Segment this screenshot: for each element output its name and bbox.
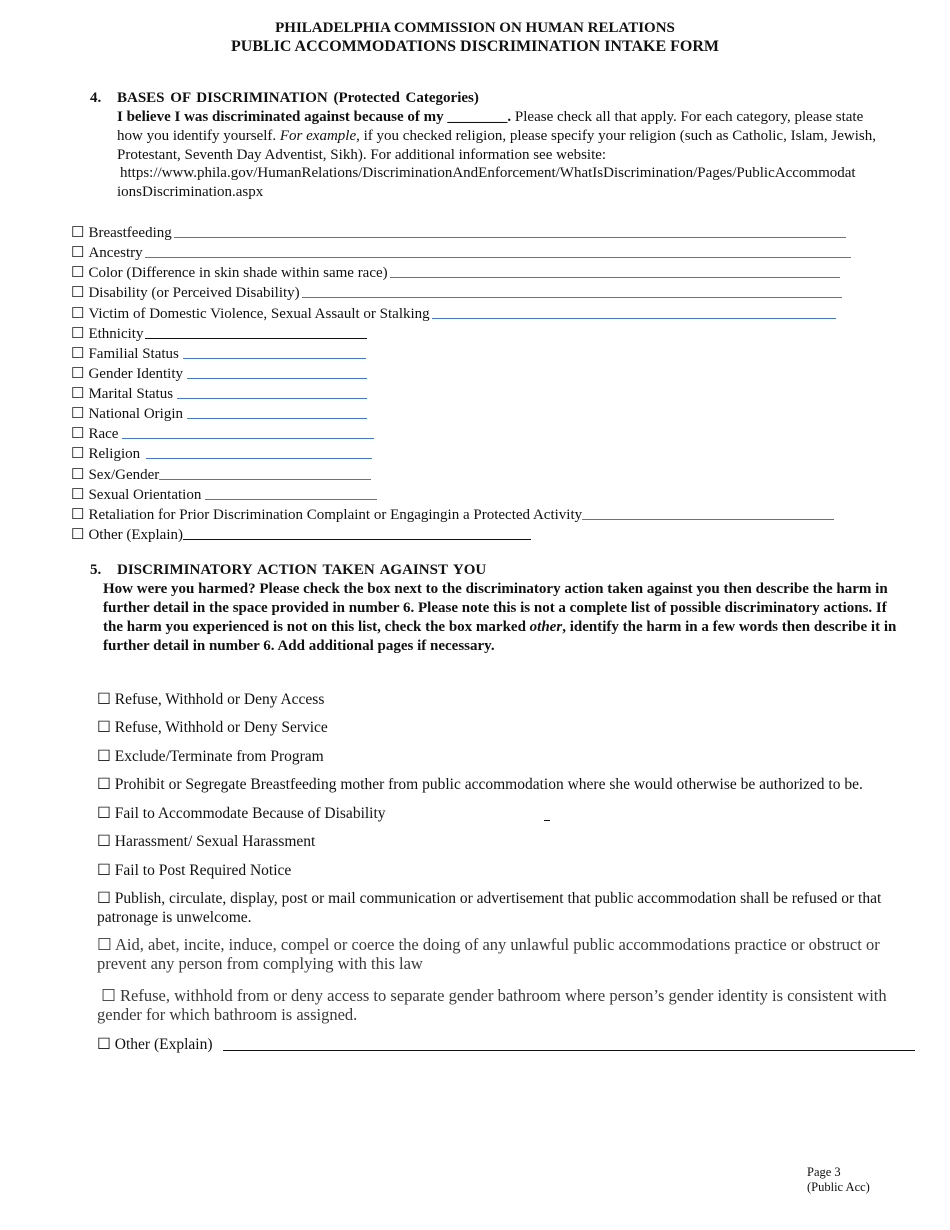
category-national-origin — [71, 403, 367, 423]
answer-line[interactable] — [187, 418, 367, 419]
page-number: Page 3 — [807, 1165, 841, 1179]
action-label: Exclude/Terminate from Program — [114, 748, 324, 765]
category-label: National Origin — [88, 406, 184, 422]
checkbox[interactable]: ☐ — [97, 691, 111, 708]
section-5-title: DISCRIMINATORY ACTION TAKEN AGAINST YOU — [117, 562, 487, 578]
intro-text-2: , if you checked religion, please specify your religion (such as Catholic, Islam, Jewish, Protestant, Seventh Day Adventist, Sikh). For additional information see website: — [117, 128, 876, 163]
answer-line[interactable] — [390, 277, 840, 278]
category-label: Other (Explain) — [88, 527, 184, 543]
checkbox[interactable]: ☐ — [71, 487, 85, 503]
action-aid-abet — [97, 935, 919, 973]
checkbox[interactable]: ☐ — [97, 833, 111, 850]
category-label: Gender Identity — [88, 366, 184, 382]
section-4-instructions — [117, 108, 887, 165]
answer-line[interactable] — [432, 318, 836, 319]
category-label: Ethnicity — [88, 326, 144, 342]
checkbox[interactable]: ☐ — [71, 527, 85, 543]
category-label: Sex/Gender — [88, 467, 160, 483]
category-label: Victim of Domestic Violence, Sexual Assault or Stalking — [88, 306, 430, 322]
intro-example: For example — [279, 128, 357, 144]
category-gender-identity — [71, 363, 367, 383]
category-label: Sexual Orientation — [88, 487, 202, 503]
category-breastfeeding — [71, 222, 846, 242]
action-other — [97, 1035, 212, 1054]
category-retaliation — [71, 504, 834, 524]
checkbox[interactable]: ☐ — [71, 426, 85, 442]
answer-line[interactable] — [183, 539, 531, 540]
action-label: Prohibit or Segregate Breastfeeding mother from public accommodation where she would otherwise be authorized to be. — [114, 776, 863, 793]
checkbox[interactable]: ☐ — [101, 986, 116, 1005]
answer-line[interactable] — [205, 499, 377, 500]
category-label: Disability (or Perceived Disability) — [88, 285, 300, 301]
category-race — [71, 423, 374, 443]
action-disability — [97, 804, 386, 823]
category-label: Retaliation for Prior Discrimination Complaint or Engagingin a Protected Activity — [88, 507, 583, 523]
answer-line[interactable] — [183, 358, 366, 359]
desc-other: other — [529, 619, 563, 635]
action-label: Fail to Accommodate Because of Disability — [114, 805, 386, 822]
action-label: Other (Explain) — [114, 1036, 213, 1053]
answer-line[interactable] — [122, 438, 374, 439]
intro-statement: I believe I was discriminated against because of my ________. — [117, 109, 512, 125]
form-title: PUBLIC ACCOMMODATIONS DISCRIMINATION INTAKE FORM — [230, 38, 720, 55]
checkbox[interactable]: ☐ — [71, 467, 85, 483]
answer-line[interactable] — [302, 297, 842, 298]
category-ethnicity — [71, 323, 367, 343]
answer-line[interactable] — [187, 378, 367, 379]
action-notice — [97, 861, 291, 880]
category-other — [71, 524, 531, 544]
action-deny-service — [97, 718, 328, 737]
category-religion — [71, 443, 372, 463]
action-harassment — [97, 832, 315, 851]
action-label: Aid, abet, incite, induce, compel or coerce the doing of any unlawful public accommodations practice or obstruct or prevent any person from complying with this law — [97, 935, 880, 973]
checkbox[interactable]: ☐ — [71, 406, 85, 422]
info-url-line-1: https://www.phila.gov/HumanRelations/DiscriminationAndEnforcement/WhatIsDiscrimination/Pages/PublicAccommodat — [120, 165, 856, 181]
checkbox[interactable]: ☐ — [71, 366, 85, 382]
checkbox[interactable]: ☐ — [71, 507, 85, 523]
answer-line[interactable] — [174, 237, 846, 238]
category-label: Familial Status — [88, 346, 179, 362]
checkbox[interactable]: ☐ — [71, 225, 85, 241]
category-familial-status — [71, 343, 366, 363]
checkbox[interactable]: ☐ — [71, 285, 85, 301]
checkbox[interactable]: ☐ — [71, 446, 85, 462]
category-label: Race — [88, 426, 119, 442]
category-color — [71, 262, 840, 282]
checkbox[interactable]: ☐ — [71, 265, 85, 281]
answer-line[interactable] — [146, 458, 372, 459]
checkbox[interactable]: ☐ — [71, 306, 85, 322]
answer-line[interactable] — [145, 257, 851, 258]
checkbox[interactable]: ☐ — [97, 935, 112, 954]
category-disability — [71, 282, 842, 302]
section-5-instructions — [103, 580, 898, 656]
commission-title: PHILADELPHIA COMMISSION ON HUMAN RELATIONS — [275, 20, 675, 36]
category-ancestry — [71, 242, 851, 262]
action-label: Fail to Post Required Notice — [114, 862, 292, 879]
category-label: Marital Status — [88, 386, 174, 402]
section-4-title: BASES OF DISCRIMINATION (Protected Categories) — [117, 90, 479, 106]
checkbox[interactable]: ☐ — [97, 890, 111, 907]
category-label: Religion — [88, 446, 141, 462]
section-4-number: 4. — [90, 90, 102, 106]
checkbox[interactable]: ☐ — [97, 748, 111, 765]
action-bathroom — [97, 986, 925, 1024]
category-sexual-orientation — [71, 484, 377, 504]
action-label: Refuse, Withhold or Deny Service — [114, 719, 328, 736]
checkbox[interactable]: ☐ — [97, 776, 111, 793]
action-label: Harassment/ Sexual Harassment — [114, 833, 316, 850]
category-label: Breastfeeding — [88, 225, 172, 241]
category-sex-gender — [71, 464, 371, 484]
desc-part-2: , identify the harm in a few words then describe it in further detail in number 6. Add additional pages if necessary. — [103, 619, 897, 654]
category-label: Ancestry — [88, 245, 143, 261]
form-code: (Public Acc) — [807, 1180, 870, 1194]
checkbox[interactable]: ☐ — [97, 862, 111, 879]
action-label: Refuse, withhold from or deny access to separate gender bathroom where person’s gender identity is consistent with gender for which bathroom is assigned. — [97, 986, 887, 1024]
action-exclude-program — [97, 747, 324, 766]
checkbox[interactable]: ☐ — [97, 719, 111, 736]
action-deny-access — [97, 690, 324, 709]
answer-line[interactable] — [177, 398, 367, 399]
action-label: Publish, circulate, display, post or mail communication or advertisement that public accommodation shall be refused or that patronage is unwelcome. — [97, 890, 882, 926]
category-domestic-violence — [71, 303, 836, 323]
action-label: Refuse, Withhold or Deny Access — [114, 691, 325, 708]
stray-mark — [544, 820, 550, 821]
info-url-line-2: ionsDiscrimination.aspx — [117, 184, 264, 200]
answer-line[interactable] — [582, 519, 834, 520]
checkbox[interactable]: ☐ — [97, 805, 111, 822]
checkbox[interactable]: ☐ — [71, 346, 85, 362]
checkbox[interactable]: ☐ — [71, 245, 85, 261]
action-publish — [97, 889, 907, 927]
category-marital-status — [71, 383, 367, 403]
checkbox[interactable]: ☐ — [97, 1036, 111, 1053]
answer-line[interactable] — [159, 479, 371, 480]
action-breastfeeding — [97, 775, 863, 794]
checkbox[interactable]: ☐ — [71, 326, 85, 342]
answer-line[interactable] — [145, 338, 367, 339]
intro-text-1: Please check all that apply. For each category, please state how you identify yourself. — [117, 109, 864, 144]
desc-part-1: How were you harmed? Please check the box next to the discriminatory action taken against you then describe the harm in further detail in the space provided in number 6. Please note this is not a complete list of possible discriminatory actions. If the harm you experienced is not on this list, check the box marked — [103, 581, 888, 635]
other-explain-line[interactable] — [223, 1050, 915, 1051]
section-5-number: 5. — [90, 562, 102, 578]
checkbox[interactable]: ☐ — [71, 386, 85, 402]
category-label: Color (Difference in skin shade within same race) — [88, 265, 388, 281]
